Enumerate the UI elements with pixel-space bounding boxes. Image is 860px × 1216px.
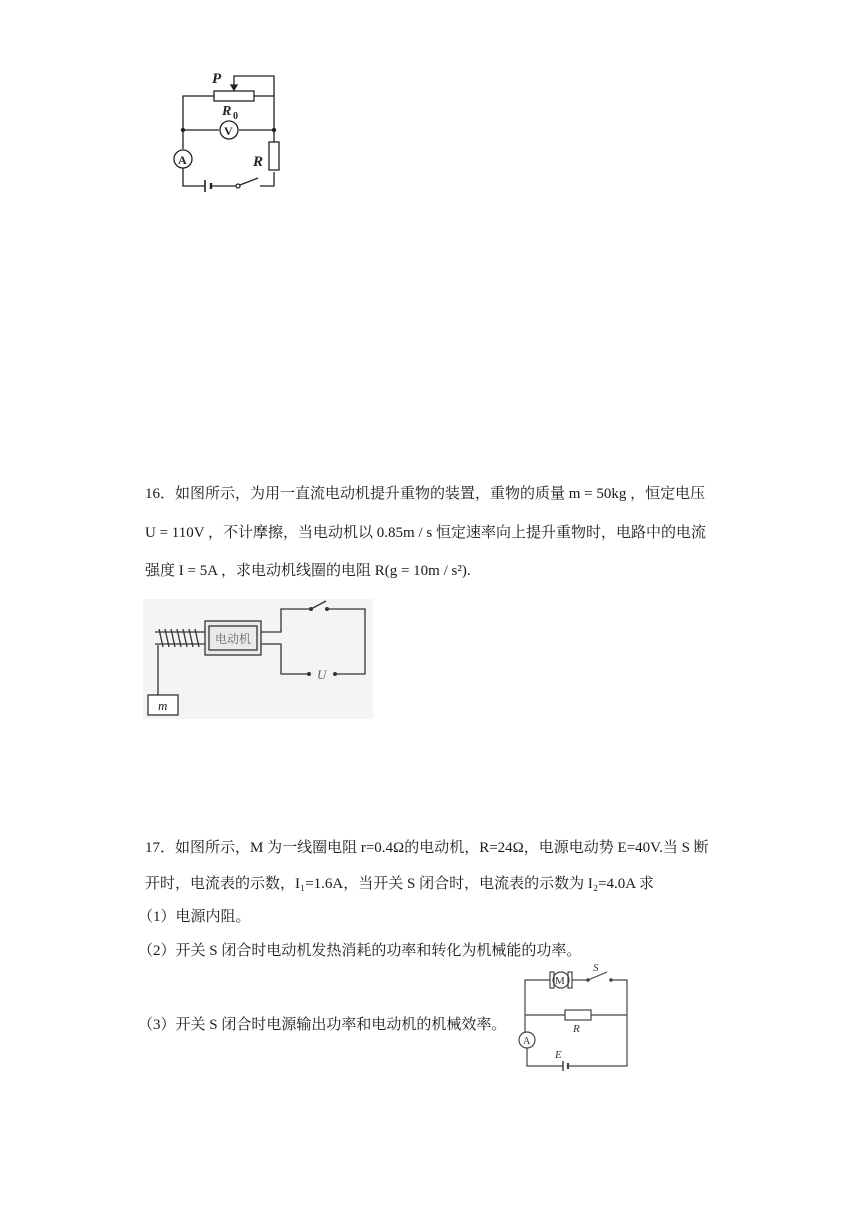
voltage-label: U: [317, 667, 327, 682]
resistor-label: R: [573, 1023, 580, 1035]
ammeter-label: A: [523, 1036, 531, 1047]
circuit-figure-1: [160, 64, 295, 199]
rheostat-r0: [214, 91, 254, 101]
motor-label: M: [555, 975, 565, 987]
label-r: R: [253, 154, 264, 170]
resistor-r: [269, 142, 279, 170]
q17-sub-3: （3）开关 S 闭合时电源输出功率和电动机的机械效率。: [138, 1017, 507, 1033]
q16-line-3: 强度 I = 5A ，求电动机线圈的电阻 R(g = 10m / s²).: [145, 563, 471, 579]
label-v: V: [224, 124, 233, 138]
label-r0-sub: 0: [233, 111, 238, 122]
q16-line-1: 16．如图所示，为用一直流电动机提升重物的装置，重物的质量 m = 50kg ，恒定电压: [145, 486, 706, 502]
emf-label: E: [555, 1049, 562, 1061]
motor-figure-q16: [143, 599, 373, 719]
switch-label: S: [593, 962, 599, 974]
q17-sub-1: （1）电源内阻。: [138, 909, 251, 925]
label-a: A: [178, 153, 187, 167]
q16-line-2: U = 110V ，不计摩擦，当电动机以 0.85m / s 恒定速率向上提升重物时，电路中的电流: [145, 525, 706, 541]
q17-sub-2: （2）开关 S 闭合时电动机发热消耗的功率和转化为机械能的功率。: [138, 943, 582, 959]
q17-line-1: 17．如图所示，M 为一线圈电阻 r=0.4Ω的电动机，R=24Ω，电源电动势 E=40V.当 S 断: [145, 840, 709, 856]
label-p: P: [212, 71, 222, 87]
resistor-symbol: [565, 1010, 591, 1020]
q17-line-2: 开时，电流表的示数，I₁=1.6A，当开关 S 闭合时，电流表的示数为 I₂=4.0A 求: [145, 876, 655, 892]
mass-label: m: [158, 698, 168, 713]
label-r0: R: [222, 104, 232, 119]
motor-label: 电动机: [215, 632, 252, 646]
circuit-figure-q17: [515, 962, 635, 1080]
